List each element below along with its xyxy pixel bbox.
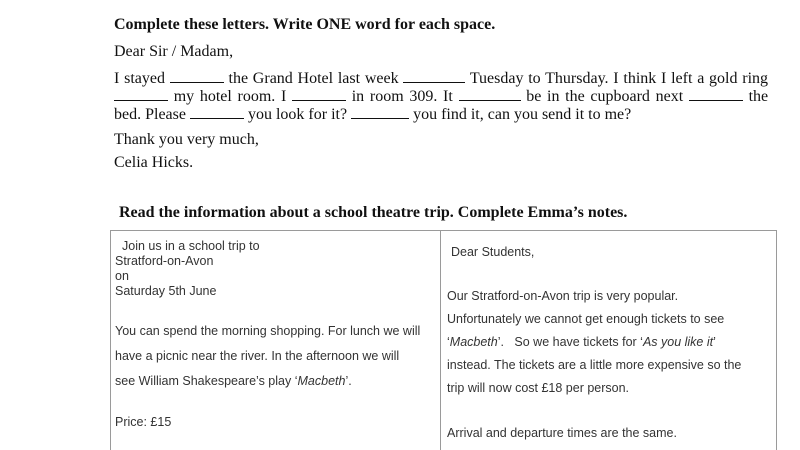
students-line-1: Our Stratford-on-Avon trip is very popular. (447, 289, 679, 303)
notice-text: see William Shakespeare’s play ‘ (115, 374, 298, 388)
letter-text: be in the cupboard next (526, 88, 684, 105)
students-line-2: Unfortunately we cannot get enough tickets to see (447, 312, 725, 326)
letter-greeting: Dear Sir / Madam, (114, 43, 234, 60)
letter-text: I stayed (114, 70, 165, 87)
play-title: As you like it (642, 335, 714, 349)
notice-text: ’. (345, 374, 352, 388)
notice-para-3 (115, 373, 352, 389)
letter-text: Tuesday to Thursday. I think I left a gold ring (469, 70, 769, 87)
letter-text: you find it, can you send it to me? (413, 106, 632, 123)
theatre-instruction: Read the information about a school theatre trip. Complete Emma’s notes. (119, 204, 628, 221)
letter-line-3 (114, 104, 631, 125)
play-title: Macbeth (449, 335, 498, 349)
notice-para-2: have a picnic near the river. In the afternoon we will (115, 349, 400, 363)
letter-text: ‘ (447, 335, 450, 349)
answer-blank[interactable] (190, 104, 244, 119)
letter-text: in room 309. It (351, 88, 453, 105)
answer-blank[interactable] (292, 86, 346, 101)
table-divider (440, 230, 441, 450)
letter-text: ’. So we have tickets for ‘ (497, 335, 643, 349)
answer-blank[interactable] (114, 86, 168, 101)
answer-blank[interactable] (170, 68, 224, 83)
students-line-5: trip will now cost £18 per person. (447, 381, 630, 395)
letter-text: the Grand Hotel last week (228, 70, 399, 87)
notice-line-4: Saturday 5th June (115, 284, 217, 298)
notice-price: Price: £15 (115, 415, 172, 429)
letter-signature: Celia Hicks. (114, 154, 194, 171)
students-greeting: Dear Students, (451, 245, 535, 259)
students-line-6: Arrival and departure times are the same. (447, 426, 677, 440)
notice-line-2: Stratford-on-Avon (115, 254, 214, 268)
letter-text: bed. Please (114, 106, 186, 123)
students-line-4: instead. The tickets are a little more expensive so the (447, 358, 742, 372)
letter-text: my hotel room. I (173, 88, 287, 105)
notice-para-1: You can spend the morning shopping. For lunch we will (115, 324, 421, 338)
letter-text: you look for it? (247, 106, 348, 123)
notice-line-1: Join us in a school trip to (122, 239, 260, 253)
notice-line-3: on (115, 269, 129, 283)
letter-thanks: Thank you very much, (114, 131, 259, 148)
letter-text: the (748, 88, 769, 105)
answer-blank[interactable] (403, 68, 465, 83)
play-title: Macbeth (297, 374, 346, 388)
students-line-3 (447, 334, 716, 350)
answer-blank[interactable] (351, 104, 409, 119)
answer-blank[interactable] (689, 86, 743, 101)
letter-instruction: Complete these letters. Write ONE word for each space. (114, 16, 496, 33)
letter-text: ’ (713, 335, 716, 349)
answer-blank[interactable] (459, 86, 521, 101)
